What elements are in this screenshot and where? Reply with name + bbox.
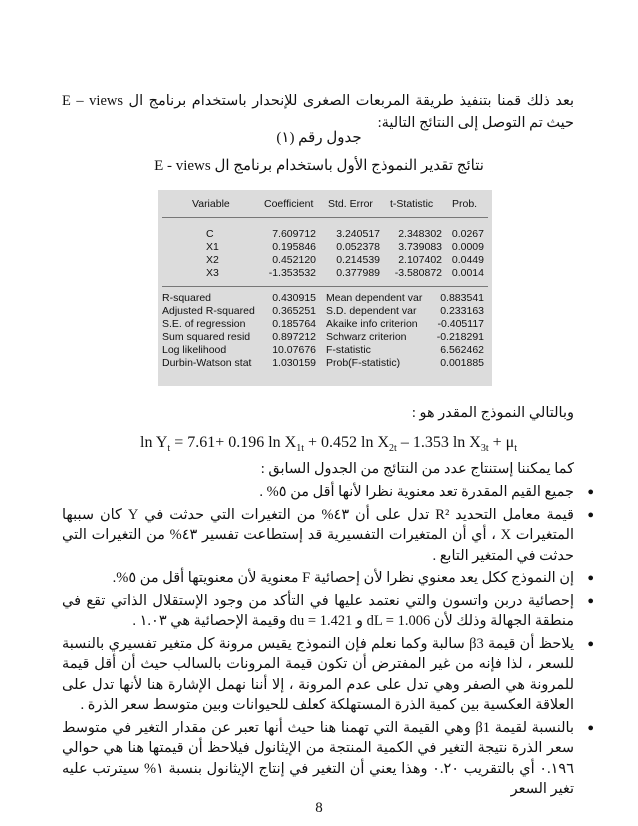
stat-label: S.E. of regression: [162, 318, 246, 330]
table-rule: [162, 217, 488, 218]
stat-value: 10.07676: [272, 344, 316, 356]
equation-part: = 7.61+ 0.196 ln X: [170, 434, 297, 451]
list-item: ● بالنسبة لقيمة β1 وهي القيمة التي تهمنا هنا حيث أنها تعبر عن مقدار التغير في متوسط سعر الذرة نتيجة التغير في الكمية المنتجة من الإيثانول فيلاحظ أن قيمتها هنا هي حوالي ٠.١٩٦ أي بالتقريب ٠.٢٠ وهذا يعني أن التغير في إنتاج الإيثانول بنسبة ١% سيترتب عليه تغير السعر: [62, 718, 574, 800]
equation-subscript: t: [167, 443, 171, 455]
stat-value: 0.233163: [440, 305, 484, 317]
header-coefficient: Coefficient: [264, 198, 314, 210]
conclusions-intro: كما يمكننا إستنتاج عدد من النتائج من الجدول السابق :: [260, 461, 574, 477]
stat-label: F-statistic: [326, 344, 371, 356]
conclusions-list: [62, 482, 596, 802]
equation-subscript: 2t: [389, 443, 397, 455]
stat-value: 0.430915: [272, 292, 316, 304]
row-coefficient: 7.609712: [272, 228, 316, 240]
stat-label: Mean dependent var: [326, 292, 423, 304]
stat-label: Sum squared resid: [162, 331, 251, 343]
stat-value: -0.218291: [436, 331, 484, 343]
stat-value: 0.185764: [272, 318, 316, 330]
stat-label: Log likelihood: [162, 344, 227, 356]
row-variable: X3: [206, 267, 219, 279]
list-item: ● قيمة معامل التحديد R² تدل على أن ٤٣% من التغيرات التي حدثت في Y كان سببها المتغيرات X ، أي أن المتغيرات التفسيرية قد إستطاعت تفسير ٤٣% من التغيرات التي حدثت في المتغير التابع .: [62, 505, 574, 567]
estimated-equation: [140, 434, 540, 454]
page-number: 8: [315, 800, 323, 816]
equation-subscript: t: [514, 443, 517, 455]
table-rule: [162, 286, 488, 287]
equation-subscript: 1t: [296, 443, 305, 455]
row-std-error: 3.240517: [336, 228, 380, 240]
regression-table: [158, 190, 492, 386]
row-prob: 0.0449: [451, 254, 484, 266]
stat-value: 0.001885: [440, 357, 484, 369]
stat-value: -0.405117: [437, 318, 484, 330]
stat-value: 0.365251: [272, 305, 316, 317]
row-std-error: 0.052378: [336, 241, 380, 253]
header-std-error: Std. Error: [328, 198, 373, 210]
row-prob: 0.0014: [451, 267, 484, 279]
stat-value: 0.897212: [272, 331, 316, 343]
row-variable: C: [206, 228, 214, 240]
stat-label: Akaike info criterion: [326, 318, 418, 330]
equation-part: – 1.353 ln X: [396, 434, 481, 451]
list-item: ● جميع القيم المقدرة تعد معنوية نظرا لأنها أقل من ٥% .: [62, 482, 574, 503]
equation-part: + 0.452 ln X: [304, 434, 390, 451]
row-prob: 0.0009: [451, 241, 484, 253]
stat-value: 6.562462: [440, 344, 484, 356]
row-prob: 0.0267: [451, 228, 484, 240]
stat-label: Adjusted R-squared: [162, 305, 255, 317]
row-t-statistic: 2.348302: [398, 228, 442, 240]
stat-label: Schwarz criterion: [326, 331, 407, 343]
table-caption: نتائج تقدير النموذج الأول باستخدام برنامج ال E - views: [154, 158, 484, 174]
row-t-statistic: -3.580872: [394, 267, 442, 279]
row-variable: X2: [206, 254, 219, 266]
stat-label: S.D. dependent var: [326, 305, 417, 317]
row-t-statistic: 3.739083: [398, 241, 442, 253]
intro-paragraph: بعد ذلك قمنا بتنفيذ طريقة المربعات الصغرى للإنحدار باستخدام برنامج ال E – views حيث تم التوصل إلى النتائج التالية:: [62, 93, 574, 131]
header-prob: Prob.: [452, 198, 478, 210]
stat-value: 1.030159: [272, 357, 316, 369]
row-coefficient: 0.195846: [272, 241, 316, 253]
row-coefficient: -1.353532: [268, 267, 316, 279]
stat-value: 0.883541: [440, 292, 484, 304]
row-coefficient: 0.452120: [272, 254, 316, 266]
table-label: جدول رقم (١): [276, 130, 362, 146]
list-item: ● إحصائية دربن واتسون والتي نعتمد عليها في التأكد من وجود الإستقلال الذاتي تقع في منطقة الجهالة وذلك لأن dL = 1.006 و du = 1.421 وقيمة الإحصائية هي ١.٠٣ .: [62, 591, 574, 632]
stat-label: R-squared: [162, 292, 212, 304]
stat-label: Durbin-Watson stat: [162, 357, 252, 369]
row-variable: X1: [206, 241, 219, 253]
header-t-statistic: t-Statistic: [390, 198, 434, 210]
equation-part: + μ: [488, 434, 515, 451]
row-t-statistic: 2.107402: [398, 254, 442, 266]
equation-subscript: 3t: [480, 443, 489, 455]
list-item: ● يلاحظ أن قيمة β3 سالبة وكما نعلم فإن النموذج يقيس مرونة كل متغير تفسيري بالنسبة للسعر ، لذا فإنه من غير المفترض أن تكون قيمة المرونات بالسالب حيث أن أقل قيمة للمرونة هي الصفر وهي تدل على عدم المرونة ، إلا أننا نهمل الإشارة هنا لأنها تدل على العلاقة العكسية بين كمية الذرة المستهلكة كعلف للحيوانات وبين متوسط سعر الذرة .: [62, 634, 574, 716]
header-variable: Variable: [192, 198, 230, 210]
row-std-error: 0.214539: [336, 254, 380, 266]
stat-label: Prob(F-statistic): [326, 357, 401, 369]
model-intro: وبالتالي النموذج المقدر هو :: [411, 405, 574, 421]
equation-part: ln Y: [140, 434, 168, 451]
row-std-error: 0.377989: [336, 267, 380, 279]
list-item: ● إن النموذج ككل يعد معنوي نظرا لأن إحصائية F معنوية لأن معنويتها أقل من ٥%.: [62, 568, 574, 589]
